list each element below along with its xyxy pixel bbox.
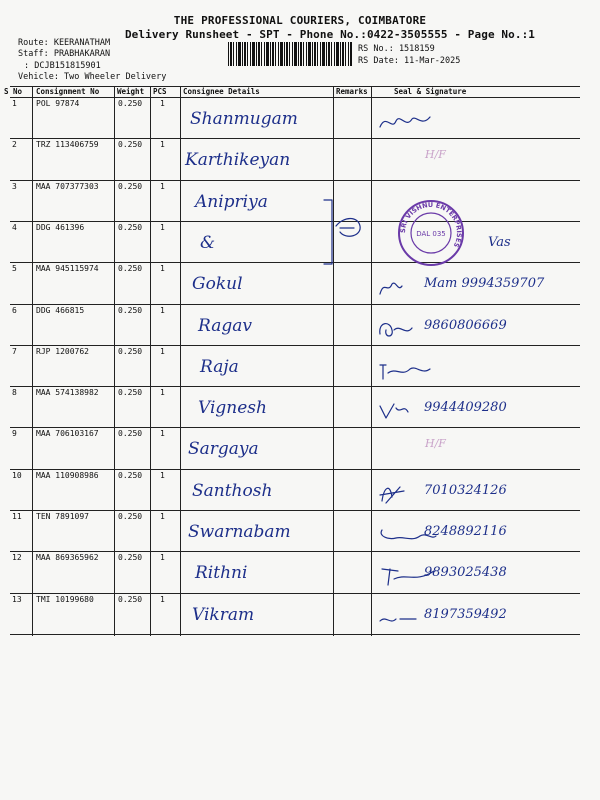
table-row <box>0 469 600 510</box>
barcode <box>228 42 352 66</box>
signature-note: 9944409280 <box>424 400 507 416</box>
signature-scribble <box>376 518 436 548</box>
table-row <box>0 304 600 345</box>
grid-line <box>10 634 580 635</box>
route-label: Route: KEERANATHAM <box>18 38 111 48</box>
vehicle-label: Vehicle: Two Wheeler Delivery <box>18 72 167 82</box>
row-pcs: 1 <box>160 388 165 398</box>
signature-scribble <box>376 601 436 631</box>
row-consignment-no: MAA 110908986 <box>36 470 99 480</box>
row-weight: 0.250 <box>118 140 143 150</box>
row-consignment-no: DDG 466815 <box>36 305 85 315</box>
table-row <box>0 345 600 386</box>
signature-note: 9893025438 <box>424 565 507 581</box>
row-pcs: 1 <box>160 99 165 108</box>
col-header-remarks: Remarks <box>336 87 368 96</box>
row-pcs: 1 <box>160 553 165 563</box>
row-pcs: 1 <box>160 346 165 356</box>
row-sno: 12 <box>12 553 22 563</box>
signature-note: 7010324126 <box>424 482 507 498</box>
row-pcs: 1 <box>160 594 165 604</box>
rs-number: RS No.: 1518159 <box>358 44 435 54</box>
signature-scribble <box>376 312 436 342</box>
row-consignment-no: DDG 461396 <box>36 222 85 232</box>
col-header-pcs: PCS <box>153 87 167 96</box>
row-pcs: 1 <box>160 140 165 150</box>
row-consignment-no: MAA 706103167 <box>36 429 99 439</box>
col-header-consignment: Consignment No <box>36 87 100 96</box>
rs-date: RS Date: 11-Mar-2025 <box>358 56 461 66</box>
row-sno: 10 <box>12 470 22 480</box>
row-weight: 0.250 <box>118 429 143 439</box>
row-weight: 0.250 <box>118 512 143 521</box>
remarks-bracket-mark <box>318 198 378 268</box>
row-consignment-no: TEN 7891097 <box>36 512 89 521</box>
row-weight: 0.250 <box>118 222 143 232</box>
signature-scribble <box>376 353 436 383</box>
col-header-signature: Seal & Signature <box>394 87 467 96</box>
row-pcs: 1 <box>160 264 165 274</box>
row-weight: 0.250 <box>118 264 143 274</box>
signature-scribble <box>376 559 436 589</box>
row-pcs: 1 <box>160 512 165 521</box>
consignee-handwriting: Vignesh <box>198 398 267 419</box>
row-sno: 7 <box>12 346 17 356</box>
row-pcs: 1 <box>160 429 165 439</box>
company-name: THE PROFESSIONAL COURIERS, COIMBATORE <box>173 14 427 27</box>
row-weight: 0.250 <box>118 305 143 315</box>
row-sno: 5 <box>12 264 17 274</box>
table-row <box>0 138 600 179</box>
consignee-handwriting: Santhosh <box>192 480 273 501</box>
runsheet-title: Delivery Runsheet - SPT - Phone No.:0422-3505555 - Page No.:1 <box>124 28 536 41</box>
consignee-handwriting: Ragav <box>198 315 252 336</box>
col-header-weight: Weight <box>117 87 145 96</box>
row-consignment-no: MAA 707377303 <box>36 181 99 191</box>
signature-scribble <box>376 477 436 507</box>
row-consignment-no: MAA 574138982 <box>36 388 99 398</box>
row-weight: 0.250 <box>118 594 143 604</box>
svg-text:DAL 035: DAL 035 <box>416 230 446 238</box>
row-weight: 0.250 <box>118 181 143 191</box>
consignee-handwriting: Swarnabam <box>188 522 291 542</box>
row-consignment-no: TMI 10199680 <box>36 594 94 604</box>
signature-note: 9860806669 <box>424 317 507 333</box>
row-consignment-no: MAA 869365962 <box>36 553 99 563</box>
signature-scribble <box>376 270 436 300</box>
signature-note: Vas <box>488 234 511 250</box>
consignee-handwriting: Gokul <box>192 274 243 295</box>
row-sno: 1 <box>12 99 17 108</box>
consignee-handwriting: Karthikeyan <box>185 150 291 171</box>
runsheet-code: : DCJB151815901 <box>24 61 101 71</box>
row-consignment-no: TRZ 113406759 <box>36 140 99 150</box>
consignee-handwriting: Vikram <box>192 604 255 625</box>
row-weight: 0.250 <box>118 388 143 398</box>
row-consignment-no: MAA 945115974 <box>36 264 99 274</box>
staff-label: Staff: PRABHAKARAN <box>18 49 111 59</box>
consignee-handwriting: Sargaya <box>188 439 259 460</box>
consignee-handwriting: Raja <box>200 356 239 377</box>
row-sno: 11 <box>12 512 22 521</box>
consignee-handwriting: & <box>200 232 216 253</box>
row-weight: 0.250 <box>118 553 143 563</box>
row-sno: 13 <box>12 594 22 604</box>
table-row <box>0 593 600 634</box>
table-row <box>0 97 600 138</box>
row-weight: 0.250 <box>118 470 143 480</box>
col-header-sno: S No <box>4 87 23 96</box>
table-row <box>0 386 600 427</box>
table-row <box>0 427 600 468</box>
svg-text:SRI VISHNU ENTERPRISES: SRI VISHNU ENTERPRISES <box>398 200 464 249</box>
table-row <box>0 551 600 592</box>
consignee-handwriting: Anipriya <box>195 191 268 212</box>
row-sno: 4 <box>12 222 17 232</box>
row-pcs: 1 <box>160 470 165 480</box>
row-consignment-no: RJP 1200762 <box>36 346 89 356</box>
row-sno: 6 <box>12 305 17 315</box>
row-pcs: 1 <box>160 222 165 232</box>
row-pcs: 1 <box>160 181 165 191</box>
row-weight: 0.250 <box>118 99 143 108</box>
row-sno: 8 <box>12 388 17 398</box>
table-row <box>0 221 600 262</box>
row-sno: 2 <box>12 140 17 150</box>
signature-note: Mam 9994359707 <box>424 276 545 292</box>
row-sno: 9 <box>12 429 17 439</box>
consignee-handwriting: Rithni <box>195 563 248 584</box>
table-row <box>0 180 600 221</box>
signature-scribble <box>376 394 436 424</box>
table-row <box>0 262 600 303</box>
seal-stamp <box>396 198 466 268</box>
row-sno: 3 <box>12 181 17 191</box>
signature-note: H/F <box>425 437 446 451</box>
signature-note: 8197359492 <box>424 606 507 622</box>
consignee-handwriting: Shanmugam <box>190 109 298 129</box>
signature-note: H/F <box>425 148 446 162</box>
table-row <box>0 510 600 551</box>
row-consignment-no: POL 97874 <box>36 99 80 108</box>
signature-note: 8248892116 <box>424 524 507 539</box>
col-header-consignee: Consignee Details <box>183 87 260 96</box>
signature-scribble <box>376 105 436 135</box>
row-pcs: 1 <box>160 305 165 315</box>
row-weight: 0.250 <box>118 346 143 356</box>
